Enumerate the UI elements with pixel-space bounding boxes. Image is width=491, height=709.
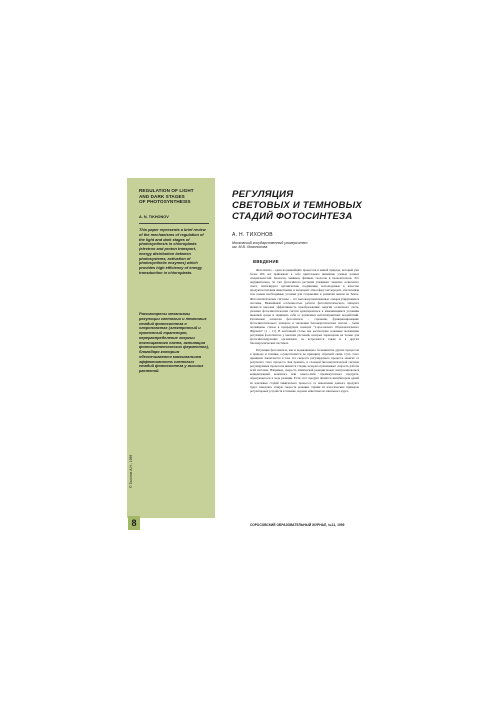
paragraph: Регуляция фотосинтеза, как и подавляющего большинства других процессов в природе и технике, осуществляется по принципу обратной связи. Суть этого принципа заключается в том, что скорость регулируемого процесса зависит от результата этого процесса. Как правило, в сложной биоэнергетической системе регулируемым процессом является стадия, которая ограничивает скорость работы всей системы. Например, скорость химической реакции может контролироваться концентрацией конечного или какого-либо промежуточного продукта, образующегося в ходе реакции. Если этот продукт является ингибитором одной из ключевых стадий химического процесса, то накопление данного продукта будет замедлять общую скорость реакции. Одним из классических примеров регуляторных устройств в технике, хорошо известных из школьного курса [250,347,359,393]
page-number: 8 [128,516,140,530]
abstract-column [127,178,215,518]
russian-abstract: Рассмотрены механизмы регуляции световых и темновых стадий фотосинтеза в хлоропластах (электронный и протонный транспорт, перераспределение энергии поглощаемого света, активация фотосинтетических ферментов), благодаря которым обеспечивается максимальная эффективность световых стадий фотосинтеза у высших растений. [139,311,209,373]
journal-page [127,178,375,534]
journal-footer: СОРОСОВСКИЙ ОБРАЗОВАТЕЛЬНЫЙ ЖУРНАЛ, №11, 1999 [250,523,345,527]
english-abstract: This paper represents a brief review of the mechanisms of regulation of the light and dark stages of photosynthesis in chloroplasts (electron and proton transport, energy distribution between photosystems, activation of photosynthetic enzymes) which provides high efficiency of energy transduction in chloroplasts. [139,227,206,275]
article-body [250,268,359,393]
author-affiliation: Московский государственный университет им. М.В. Ломоносова [232,241,308,250]
article-title: РЕГУЛЯЦИЯ СВЕТОВЫХ И ТЕМНОВЫХ СТАДИЙ ФОТОСИНТЕЗА [232,189,362,222]
section-heading: ВВЕДЕНИЕ [253,259,279,264]
paragraph: Фотосинтез – один из важнейших процессов в живой природе, который уже более 200 лет привлекает к себе пристальное внимание ученых разных специальностей: биологов, химиков, физиков, геологов и палеонтологов. Это неудивительно. За счет фотосинтеза растения усваивают энергию солнечного света, синтезируют органические соединения, используемые в качестве продуктов питания животными, и насыщают атмосферу кислородом, обеспечивая тем самым необходимые условия для сохранения и развития жизни на Земле. Фотосинтетические системы – это высокоорганизованные саморегулирующиеся системы. Важнейшей особенностью работы фотосинтетического аппарата является высокая эффективность преобразования энергии солнечного света, унаемая фотосинтетических систем адаптироваться к изменяющимся условиям внешней среды и защищать себя от различных неблагоприятных воздействий. Различным аспектам фотосинтеза – строению, функционированию фотосинтетического аппарата и эволюции биоэнергетических систем – были посвящены статьи в предыдущих номерах “Соросовского Образовательного Журнала” [1 – 11]. В настоящей статье мы рассмотрим основные механизмы регуляции фотосинтеза у высших растений, которые характерны не только для фотосинтезирующих организмов, но встречаются также и в других биоэнергетических системах. [250,268,359,346]
divider [139,223,209,224]
copyright-notice: © Тихонов А.Н., 1999 [129,454,133,488]
english-author: A. N. TIKHONOV [139,215,169,219]
english-title: REGULATION OF LIGHT AND DARK STAGES OF PHOTOSYNTHESIS [139,188,194,205]
article-author: А. Н. ТИХОНОВ [232,232,273,238]
